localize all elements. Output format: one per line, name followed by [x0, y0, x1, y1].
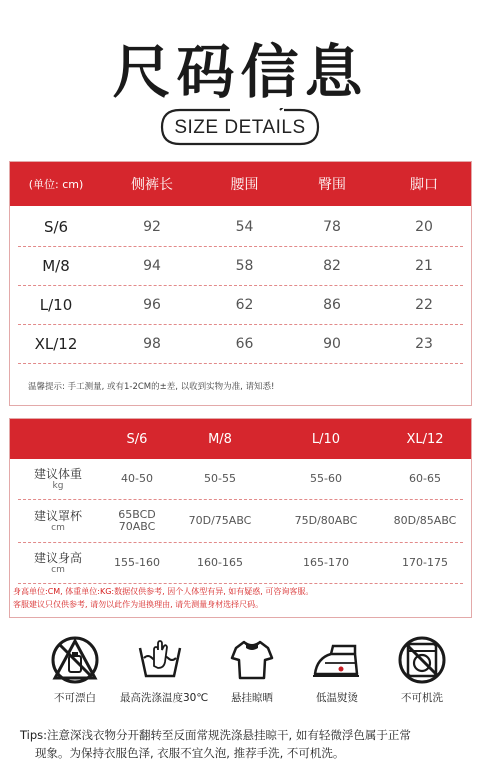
care-item — [212, 636, 292, 705]
care-item — [382, 636, 462, 705]
size-table-header — [10, 162, 471, 206]
care-item — [35, 636, 115, 705]
value-cell: 70D/75ABC — [188, 514, 252, 527]
value-cell: 96 — [143, 297, 161, 313]
header-hip: 臀围 — [318, 177, 346, 193]
value-cell: 58 — [235, 258, 254, 274]
value-cell: 160-165 — [197, 556, 243, 569]
recommendation-note: 客服建议只仅供参考, 请勿以此作为退换理由, 请先测量身材选择尺码。 — [13, 600, 264, 609]
value-cell: 86 — [323, 297, 341, 313]
header-size: M/8 — [208, 431, 232, 447]
header-hem: 脚口 — [410, 177, 438, 193]
recommendation-note: 身高单位:CM, 体重单位:KG:数据仅供参考, 因个人体型有异, 如有疑惑, 可咨询客服。 — [13, 587, 314, 596]
recommendation-table-header — [10, 419, 471, 459]
value-cell: 66 — [235, 336, 254, 352]
value-cell: 23 — [415, 336, 433, 352]
value-cell: 170-175 — [402, 556, 448, 569]
care-label: 悬挂晾晒 — [231, 692, 273, 704]
tips-line: Tips:注意深浅衣物分开翻转至反面常规洗涤悬挂晾干, 如有轻微浮色属于正常 — [20, 728, 411, 742]
page-title: 尺码信息 — [112, 38, 369, 106]
table-row — [10, 286, 471, 324]
row-divider — [18, 583, 463, 584]
recommendation-table — [9, 418, 472, 618]
table-row — [10, 500, 471, 542]
row-label — [10, 509, 106, 533]
table-row — [10, 208, 471, 246]
value-cell: 65BCD 70ABC — [118, 508, 156, 533]
table-row — [10, 459, 471, 499]
measurement-note: 温馨提示: 手工测量, 或有1-2CM的±差, 以收到实物为准, 请知悉! — [28, 382, 275, 392]
value-cell: 50-55 — [204, 472, 236, 485]
value-cell: 22 — [415, 297, 433, 313]
size-table — [9, 161, 472, 406]
hang-dry-icon — [228, 636, 276, 684]
row-divider — [18, 363, 463, 364]
table-row — [10, 325, 471, 363]
row-label-text: 建议体重 — [33, 467, 82, 481]
header-unit: (单位: cm) — [28, 178, 84, 191]
table-row — [10, 247, 471, 285]
header-size: S/6 — [126, 431, 148, 447]
row-label-unit: kg — [52, 481, 64, 491]
size-cell: XL/12 — [34, 335, 78, 353]
value-cell: 80D/85ABC — [393, 514, 457, 527]
value-cell: 40-50 — [121, 472, 153, 485]
row-label — [10, 467, 106, 491]
care-label: 不可漂白 — [54, 692, 96, 704]
value-cell: 90 — [323, 336, 341, 352]
value-cell: 75D/80ABC — [294, 514, 358, 527]
value-cell: 78 — [323, 219, 341, 235]
no-machine-wash-icon — [398, 636, 446, 684]
low-iron-icon — [311, 636, 363, 684]
tips-line: 现象。为保持衣服色泽, 衣服不宜久泡, 推荐手洗, 不可机洗。 — [35, 746, 345, 760]
value-cell: 92 — [143, 219, 161, 235]
value-cell: 62 — [235, 297, 254, 313]
row-label — [10, 551, 106, 575]
care-label: 不可机洗 — [401, 692, 443, 704]
size-cell: L/10 — [39, 296, 73, 314]
care-item — [120, 636, 209, 705]
value-cell: 82 — [323, 258, 341, 274]
care-item — [297, 636, 377, 705]
no-bleach-icon — [51, 636, 99, 684]
value-cell: 98 — [143, 336, 161, 352]
value-cell: 55-60 — [310, 472, 342, 485]
value-cell: 155-160 — [114, 556, 160, 569]
hand-wash-30-icon — [136, 636, 184, 684]
header-size: XL/12 — [406, 431, 444, 447]
row-label-text: 建议罩杯 — [33, 509, 82, 523]
value-cell: 94 — [143, 258, 161, 274]
size-cell: S/6 — [43, 218, 69, 236]
row-label-unit: cm — [51, 565, 65, 575]
table-row — [10, 543, 471, 583]
value-cell: 21 — [415, 258, 433, 274]
care-label: 低温熨烫 — [316, 692, 358, 704]
care-tips — [20, 726, 465, 762]
row-label-text: 建议身高 — [33, 551, 82, 565]
subtitle: SIZE DETAILS — [174, 117, 306, 138]
value-cell: 54 — [235, 219, 254, 235]
value-cell: 60-65 — [409, 472, 441, 485]
header-waist: 腰围 — [230, 177, 259, 193]
size-cell: M/8 — [42, 257, 70, 275]
row-label-unit: cm — [51, 523, 65, 533]
care-label: 最高洗涤温度30℃ — [120, 692, 209, 704]
header-side-length: 侧裤长 — [131, 177, 173, 193]
value-cell: 20 — [415, 219, 433, 235]
header-size: L/10 — [311, 431, 341, 447]
subtitle-badge — [160, 108, 320, 146]
value-cell: 165-170 — [303, 556, 349, 569]
